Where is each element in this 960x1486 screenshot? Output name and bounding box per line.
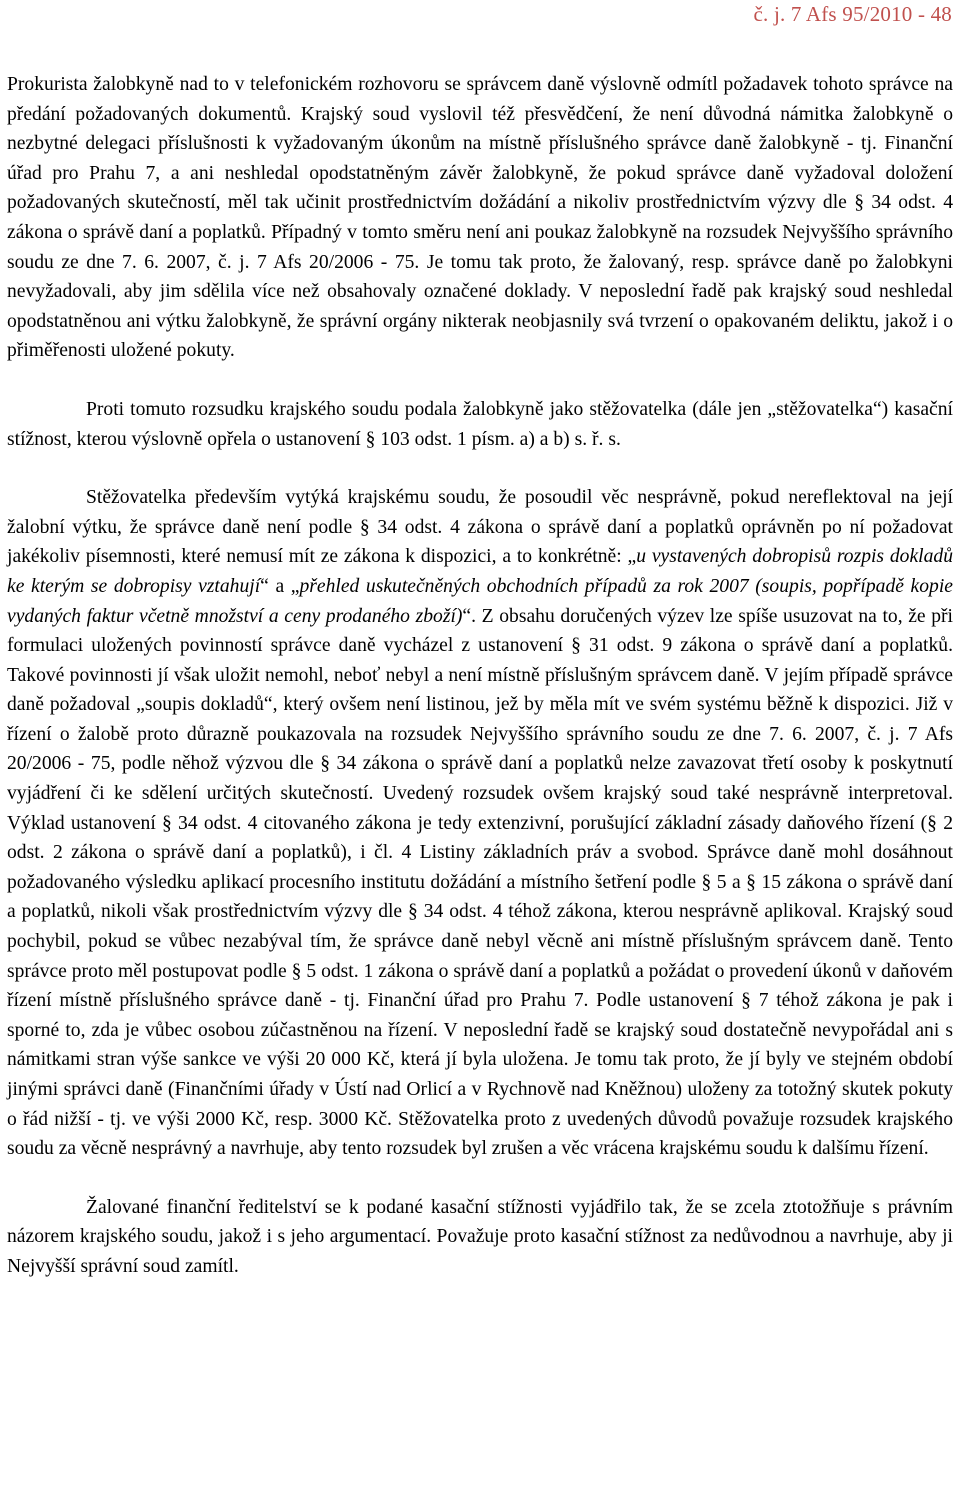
- paragraph-defendant-response: Žalované finanční ředitelství se k podané kasační stížnosti vyjádřilo tak, že se zcela ztotožňuje s právním názorem krajského soudu, jakož i s jeho argumentací. Považuje proto kasační stížnost za nedůvodnou a navrhuje, aby ji Nejvyšší správní soud zamítl.: [7, 1196, 953, 1277]
- paragraph-regional-court-reasoning: Prokurista žalobkyně nad to v telefonickém rozhovoru se správcem daně výslovně odmítl požadavek tohoto správce na předání požadovaných dokumentů. Krajský soud vyslovil též přesvědčení, že není důvodná námitka žalobkyně o nezbytné delegaci příslušnosti k vyžadovaným úkonům na místně příslušného správce daně žalobkyně - tj. Finanční úřad pro Prahu 7, a ani neshledal opodstatněným závěr žalobkyně, že pokud správce daně vyžadoval doložení požadovaných skutečností, měl tak učinit prostřednictvím dožádání a nikoliv prostřednictvím výzvy dle § 34 odst. 4 zákona o správě daní a poplatků. Případný v tomto směru není ani poukaz žalobkyně na rozsudek Nejvyššího správního soudu ze dne 7. 6. 2007, č. j. 7 Afs 20/2006 - 75. Je tomu tak proto, že žalovaný, resp. správce daně po žalobkyni nevyžadovali, aby jim sdělila více než obsahovaly označené doklady. V neposlední řadě pak krajský soud neshledal opodstatněnou ani výtku žalobkyně, že správní orgány nikterak neobjasnily svá tvrzení o opakovaném deliktu, jakož i o přiměřenosti uložené pokuty.: [7, 74, 953, 362]
- case-reference-header: č. j. 7 Afs 95/2010 - 48: [753, 2, 952, 26]
- text-segment: “ a „: [260, 575, 300, 597]
- text-segment: Stěžovatelka především vytýká krajskému soudu, že posoudil věc nesprávně, pokud nereflektoval na její žalobní výtku, že správce daně není podle § 34 odst. 4 zákona o správě daní a poplatků oprávněn po ní požadovat jakékoliv písemnosti, které nemusí mít ze zákona k dispozici, a to konkrétně: „: [7, 487, 953, 568]
- document-body: [7, 70, 953, 1282]
- text-segment: “. Z obsahu doručených výzev lze spíše usuzovat na to, že při formulaci uložených povinností správce daně vycházel z ustanovení § 31 odst. 9 zákona o správě daní a poplatků. Takové povinnosti jí však uložit nemohl, neboť nebyl a není místně příslušným správcem daně. V jejím případě správce daně požadoval „soupis dokladů“, který ovšem není listinou, jež by měla mít ve svém systému běžně k dispozici. Již v řízení o žalobě proto důrazně poukazovala na rozsudek Nejvyššího správního soudu ze dne 7. 6. 2007, č. j. 7 Afs 20/2006 - 75, podle něhož výzvou dle § 34 zákona o správě daní a poplatků nelze zavazovat třetí osoby k poskytnutí vyjádření či ke sdělení určitých skutečností. Uvedený rozsudek ovšem krajský soud také nesprávně interpretoval. Výklad ustanovení § 34 odst. 4 citovaného zákona je tedy extenzivní, porušující základní zásady daňového řízení (§ 2 odst. 2 zákona o správě daní a poplatků), i čl. 4 Listiny základních práv a svobod. Správce daně mohl dosáhnout požadovaného výsledku aplikací procesního institutu dožádání a místního šetření podle § 5 a § 15 zákona o správě daní a poplatků, nikoli však prostřednictvím výzvy dle § 34 odst. 4 téhož zákona, kterou nesprávně aplikoval. Krajský soud pochybil, pokud se vůbec nezabýval tím, že správce daně nebyl věcně ani místně příslušným správcem daně. Tento správce proto měl postupovat podle § 5 odst. 1 zákona o správě daní a poplatků a požádat o provedení úkonů v daňovém řízení místně příslušného správce daně - tj. Finanční úřad pro Prahu 7. Podle ustanovení § 7 téhož zákona je pak i sporné to, zda je vůbec osobou zúčastněnou na řízení. V neposlední řadě se krajský soud dostatečně nevypořádal ani s námitkami stran výše sankce ve výši 20 000 Kč, která jí byla uložena. Je tomu tak proto, že jí byly ve stejném období jinými správci daně (Finančními úřady v Ústí nad Orlicí a v Rychnově nad Kněžnou) uloženy za totožný skutek pokuty o řád nižší - tj. ve výši 2000 Kč, resp. 3000 Kč. Stěžovatelka proto z uvedených důvodů považuje rozsudek krajského soudu za věcně nesprávný a navrhuje, aby tento rozsudek byl zrušen a věc vrácena krajskému soudu k dalšímu řízení.: [7, 605, 953, 1160]
- quoted-request-2: přehled uskutečněných obchodních případů za rok 2007 (soupis, popřípadě kopie vydaných faktur včetně množství a ceny prodaného zboží): [7, 575, 953, 627]
- quoted-request-1: u vystavených dobropisů rozpis dokladů ke kterým se dobropisy vztahují: [7, 546, 954, 597]
- paragraph-cassation-complaint: Proti tomuto rozsudku krajského soudu podala žalobkyně jako stěžovatelka (dále jen „stěžovatelka“) kasační stížnost, kterou výslovně opřela o ustanovení § 103 odst. 1 písm. a) a b) s. ř. s.: [7, 398, 953, 450]
- paragraph-complainant-arguments: [7, 483, 953, 1164]
